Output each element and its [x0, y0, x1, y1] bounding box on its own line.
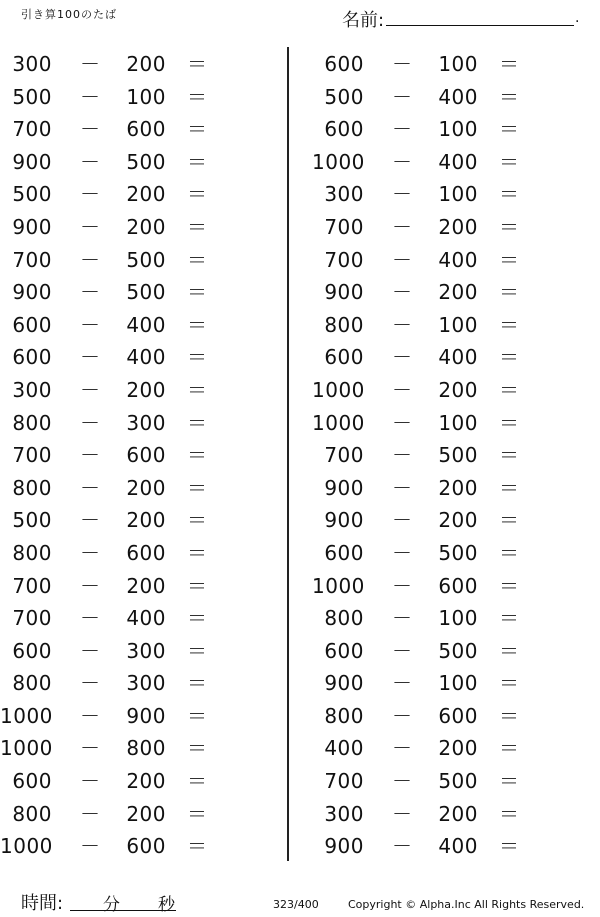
- equals-sign: ＝: [187, 801, 208, 826]
- minuend: 800: [324, 312, 364, 337]
- subtrahend: 600: [126, 540, 166, 565]
- subtrahend: 200: [126, 769, 166, 794]
- subtrahend: 200: [126, 508, 166, 533]
- equals-sign: ＝: [499, 117, 520, 142]
- subtrahend: 100: [438, 117, 478, 142]
- minuend: 700: [12, 606, 52, 631]
- equals-sign: ＝: [499, 52, 520, 76]
- subtrahend: 300: [126, 410, 166, 435]
- subtrahend: 600: [126, 443, 166, 468]
- equals-sign: ＝: [499, 312, 520, 337]
- subtrahend: 400: [438, 247, 478, 272]
- minus-sign: －: [80, 671, 101, 696]
- subtrahend: 200: [438, 475, 478, 500]
- minus-sign: －: [80, 736, 101, 761]
- minus-sign: －: [80, 84, 101, 109]
- minuend: 600: [324, 52, 364, 76]
- equals-sign: ＝: [499, 508, 520, 533]
- equals-sign: ＝: [187, 84, 208, 109]
- subtrahend: 400: [126, 345, 166, 370]
- minus-sign: －: [392, 377, 413, 402]
- subtrahend: 800: [126, 736, 166, 761]
- name-end-dot: .: [575, 10, 580, 26]
- equals-sign: ＝: [499, 736, 520, 761]
- minus-sign: －: [80, 834, 101, 859]
- equals-sign: ＝: [499, 182, 520, 207]
- minus-sign: －: [392, 345, 413, 370]
- subtrahend: 200: [438, 377, 478, 402]
- equals-sign: ＝: [187, 703, 208, 728]
- minus-sign: －: [392, 573, 413, 598]
- minus-sign: －: [80, 377, 101, 402]
- copyright-notice: Copyright © Alpha.Inc All Rights Reserved.: [348, 898, 585, 911]
- minus-sign: －: [392, 214, 413, 239]
- subtrahend: 200: [126, 801, 166, 826]
- subtrahend: 100: [438, 671, 478, 696]
- equals-sign: ＝: [187, 443, 208, 468]
- equals-sign: ＝: [187, 117, 208, 142]
- minuend: 900: [324, 280, 364, 305]
- equals-sign: ＝: [499, 443, 520, 468]
- subtrahend: 100: [126, 84, 166, 109]
- seconds-unit: 秒: [158, 895, 175, 915]
- minuend: 600: [12, 638, 52, 663]
- minus-sign: －: [392, 769, 413, 794]
- subtrahend: 600: [438, 573, 478, 598]
- minus-sign: －: [80, 149, 101, 174]
- name-input-line: [386, 25, 574, 26]
- equals-sign: ＝: [187, 508, 208, 533]
- minuend: 700: [12, 247, 52, 272]
- subtrahend: 600: [438, 703, 478, 728]
- minus-sign: －: [80, 443, 101, 468]
- minuend: 600: [12, 769, 52, 794]
- subtrahend: 300: [126, 671, 166, 696]
- minuend: 900: [12, 214, 52, 239]
- minus-sign: －: [80, 214, 101, 239]
- minuend: 800: [324, 606, 364, 631]
- equals-sign: ＝: [187, 540, 208, 565]
- equals-sign: ＝: [499, 801, 520, 826]
- minus-sign: －: [80, 801, 101, 826]
- equals-sign: ＝: [499, 149, 520, 174]
- equals-sign: ＝: [499, 573, 520, 598]
- minus-sign: －: [80, 345, 101, 370]
- equals-sign: ＝: [187, 52, 208, 76]
- subtrahend: 600: [126, 117, 166, 142]
- equals-sign: ＝: [187, 769, 208, 794]
- minuend: 1000: [312, 149, 365, 174]
- equals-sign: ＝: [499, 606, 520, 631]
- subtrahend: 200: [126, 182, 166, 207]
- minuend: 500: [324, 84, 364, 109]
- equals-sign: ＝: [187, 182, 208, 207]
- equals-sign: ＝: [187, 671, 208, 696]
- equals-sign: ＝: [499, 345, 520, 370]
- subtrahend: 500: [126, 149, 166, 174]
- minus-sign: －: [80, 247, 101, 272]
- equals-sign: ＝: [187, 573, 208, 598]
- subtrahend: 200: [438, 508, 478, 533]
- minuend: 700: [324, 769, 364, 794]
- minus-sign: －: [392, 84, 413, 109]
- minus-sign: －: [392, 638, 413, 663]
- subtrahend: 200: [126, 52, 166, 76]
- page-number: 323/400: [273, 898, 319, 911]
- worksheet-title: 引き算100のたば: [21, 8, 117, 21]
- minus-sign: －: [392, 247, 413, 272]
- subtrahend: 400: [438, 834, 478, 859]
- subtrahend: 200: [438, 214, 478, 239]
- minus-sign: －: [392, 671, 413, 696]
- subtrahend: 400: [438, 149, 478, 174]
- equals-sign: ＝: [187, 410, 208, 435]
- equals-sign: ＝: [499, 280, 520, 305]
- minuend: 300: [324, 182, 364, 207]
- minus-sign: －: [80, 410, 101, 435]
- subtrahend: 200: [126, 573, 166, 598]
- minus-sign: －: [80, 638, 101, 663]
- minus-sign: －: [80, 769, 101, 794]
- time-label: 時間:: [21, 893, 64, 914]
- minuend: 1000: [312, 377, 365, 402]
- subtrahend: 900: [126, 703, 166, 728]
- minuend: 600: [12, 312, 52, 337]
- equals-sign: ＝: [187, 214, 208, 239]
- minus-sign: －: [392, 410, 413, 435]
- equals-sign: ＝: [499, 377, 520, 402]
- minuend: 900: [12, 280, 52, 305]
- minus-sign: －: [392, 182, 413, 207]
- subtrahend: 300: [126, 638, 166, 663]
- minus-sign: －: [392, 280, 413, 305]
- subtrahend: 500: [438, 638, 478, 663]
- minus-sign: －: [80, 182, 101, 207]
- minuend: 700: [324, 214, 364, 239]
- minus-sign: －: [392, 736, 413, 761]
- minus-sign: －: [392, 52, 413, 76]
- minuend: 400: [324, 736, 364, 761]
- subtrahend: 600: [126, 834, 166, 859]
- equals-sign: ＝: [187, 638, 208, 663]
- minus-sign: －: [80, 508, 101, 533]
- minuend: 800: [12, 540, 52, 565]
- minuend: 800: [324, 703, 364, 728]
- equals-sign: ＝: [187, 736, 208, 761]
- minuend: 800: [12, 671, 52, 696]
- minus-sign: －: [80, 117, 101, 142]
- minuend: 700: [12, 117, 52, 142]
- minus-sign: －: [392, 703, 413, 728]
- minus-sign: －: [392, 475, 413, 500]
- minuend: 1000: [312, 410, 365, 435]
- column-divider: [287, 47, 289, 861]
- subtrahend: 200: [126, 377, 166, 402]
- equals-sign: ＝: [499, 84, 520, 109]
- minus-sign: －: [392, 312, 413, 337]
- equals-sign: ＝: [499, 638, 520, 663]
- minuend: 900: [12, 149, 52, 174]
- minuend: 700: [12, 443, 52, 468]
- minuend: 700: [12, 573, 52, 598]
- minuend: 600: [324, 345, 364, 370]
- equals-sign: ＝: [499, 475, 520, 500]
- subtrahend: 100: [438, 52, 478, 76]
- equals-sign: ＝: [499, 769, 520, 794]
- minus-sign: －: [392, 834, 413, 859]
- minuend: 800: [12, 410, 52, 435]
- minus-sign: －: [80, 475, 101, 500]
- subtrahend: 200: [438, 801, 478, 826]
- equals-sign: ＝: [499, 247, 520, 272]
- subtrahend: 100: [438, 606, 478, 631]
- equals-sign: ＝: [499, 540, 520, 565]
- subtrahend: 400: [126, 606, 166, 631]
- minuend: 900: [324, 475, 364, 500]
- equals-sign: ＝: [187, 475, 208, 500]
- equals-sign: ＝: [187, 377, 208, 402]
- minuend: 300: [324, 801, 364, 826]
- subtrahend: 500: [126, 280, 166, 305]
- subtrahend: 200: [438, 280, 478, 305]
- minus-sign: －: [392, 801, 413, 826]
- subtrahend: 400: [438, 345, 478, 370]
- minus-sign: －: [80, 606, 101, 631]
- minuend: 600: [324, 638, 364, 663]
- minuend: 1000: [0, 834, 53, 859]
- minuend: 500: [12, 508, 52, 533]
- minus-sign: －: [80, 312, 101, 337]
- minus-sign: －: [392, 508, 413, 533]
- subtrahend: 500: [438, 769, 478, 794]
- minuend: 900: [324, 508, 364, 533]
- subtrahend: 400: [438, 84, 478, 109]
- equals-sign: ＝: [499, 834, 520, 859]
- subtrahend: 200: [126, 214, 166, 239]
- minus-sign: －: [392, 149, 413, 174]
- minuend: 600: [324, 117, 364, 142]
- minus-sign: －: [80, 280, 101, 305]
- subtrahend: 200: [126, 475, 166, 500]
- subtrahend: 500: [438, 443, 478, 468]
- minuend: 1000: [0, 703, 53, 728]
- minus-sign: －: [80, 703, 101, 728]
- minuend: 800: [12, 801, 52, 826]
- equals-sign: ＝: [187, 345, 208, 370]
- equals-sign: ＝: [187, 247, 208, 272]
- minus-sign: －: [392, 117, 413, 142]
- subtrahend: 100: [438, 312, 478, 337]
- subtrahend: 100: [438, 182, 478, 207]
- subtrahend: 500: [438, 540, 478, 565]
- minus-sign: －: [392, 606, 413, 631]
- minuend: 600: [12, 345, 52, 370]
- equals-sign: ＝: [187, 149, 208, 174]
- minuend: 900: [324, 671, 364, 696]
- name-label: 名前:: [342, 10, 385, 31]
- minuend: 300: [12, 377, 52, 402]
- minuend: 700: [324, 443, 364, 468]
- minuend: 500: [12, 84, 52, 109]
- minus-sign: －: [80, 540, 101, 565]
- subtrahend: 500: [126, 247, 166, 272]
- minuend: 700: [324, 247, 364, 272]
- minuend: 600: [324, 540, 364, 565]
- minuend: 1000: [312, 573, 365, 598]
- minus-sign: －: [80, 573, 101, 598]
- equals-sign: ＝: [187, 280, 208, 305]
- equals-sign: ＝: [499, 703, 520, 728]
- minus-sign: －: [80, 52, 101, 76]
- minus-sign: －: [392, 443, 413, 468]
- subtrahend: 200: [438, 736, 478, 761]
- equals-sign: ＝: [187, 834, 208, 859]
- equals-sign: ＝: [499, 410, 520, 435]
- minuend: 500: [12, 182, 52, 207]
- subtrahend: 400: [126, 312, 166, 337]
- equals-sign: ＝: [499, 214, 520, 239]
- minuend: 300: [12, 52, 52, 76]
- minuend: 800: [12, 475, 52, 500]
- minutes-unit: 分: [103, 895, 120, 915]
- minuend: 1000: [0, 736, 53, 761]
- minuend: 900: [324, 834, 364, 859]
- subtrahend: 100: [438, 410, 478, 435]
- minus-sign: －: [392, 540, 413, 565]
- equals-sign: ＝: [187, 312, 208, 337]
- equals-sign: ＝: [499, 671, 520, 696]
- equals-sign: ＝: [187, 606, 208, 631]
